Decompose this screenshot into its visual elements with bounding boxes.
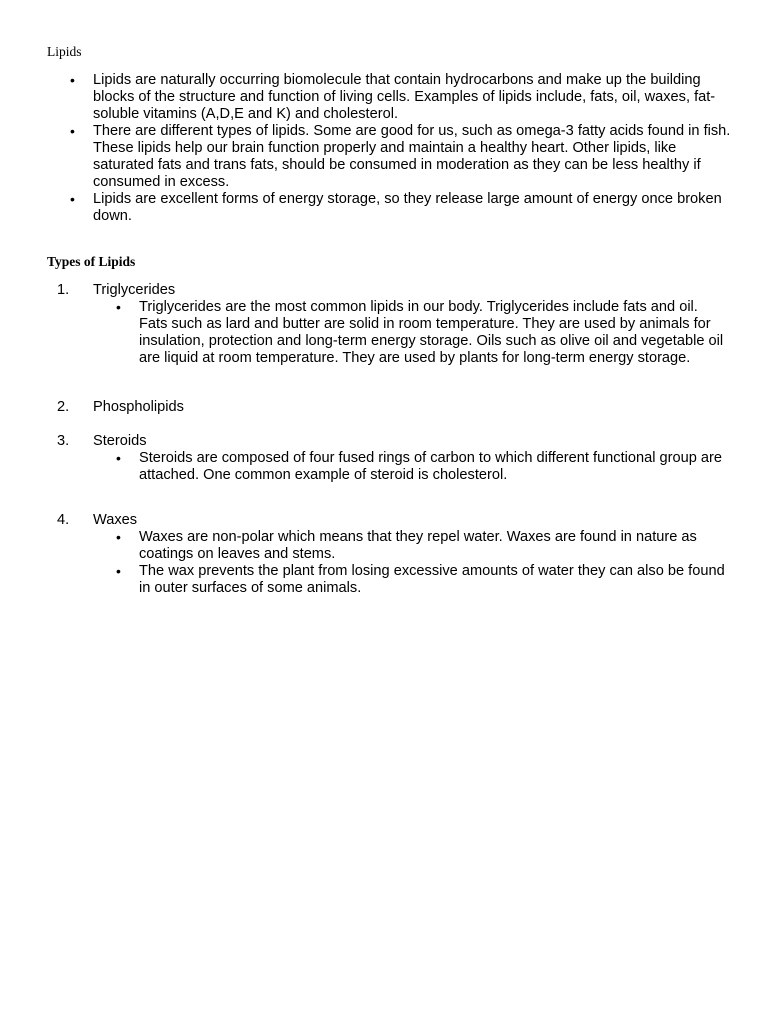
intro-bullet-list xyxy=(70,72,733,225)
intro-bullet-item xyxy=(70,72,733,123)
bullet-icon: • xyxy=(116,299,121,315)
bullet-icon: • xyxy=(116,450,121,466)
intro-bullet-text: Lipids are excellent forms of energy storage, so they release large amount of energy once broken down. xyxy=(93,191,722,224)
list-number: 2. xyxy=(57,399,70,415)
type-bullet-list xyxy=(116,299,729,367)
type-bullet-list xyxy=(116,529,729,597)
type-bullet-item xyxy=(116,299,729,367)
bullet-icon: • xyxy=(70,191,75,207)
list-number: 3. xyxy=(57,433,70,449)
bullet-icon: • xyxy=(70,123,75,139)
type-title: Triglycerides xyxy=(93,282,176,298)
intro-bullet-text: Lipids are naturally occurring biomolecule that contain hydrocarbons and make up the building blocks of the structure and function of living cells. Examples of lipids include, fats, oil, waxes, fat-soluble vitamins (A,D,E and K) and cholesterol. xyxy=(93,72,716,122)
bullet-icon: • xyxy=(70,72,75,88)
list-number: 4. xyxy=(57,512,70,528)
section-heading-lipids: Lipids xyxy=(47,44,82,59)
section-heading-types-of-lipids: Types of Lipids xyxy=(47,254,136,269)
type-title: Waxes xyxy=(93,512,138,528)
type-bullet-item xyxy=(116,563,729,597)
type-title: Phospholipids xyxy=(93,399,184,415)
type-bullet-item xyxy=(116,529,729,563)
type-title: Steroids xyxy=(93,433,147,449)
type-bullet-text: The wax prevents the plant from losing excessive amounts of water they can also be found in outer surfaces of some animals. xyxy=(139,563,725,596)
type-bullet-text: Steroids are composed of four fused rings of carbon to which different functional group are attached. One common example of steroid is cholesterol. xyxy=(139,450,723,483)
list-number: 1. xyxy=(57,282,70,298)
type-bullet-text: Waxes are non-polar which means that they repel water. Waxes are found in nature as coatings on leaves and stems. xyxy=(139,529,697,562)
type-bullet-text: Triglycerides are the most common lipids in our body. Triglycerides include fats and oil. Fats such as lard and butter are solid in room temperature. They are used by animals for insulation, protection and long-term energy storage. Oils such as olive oil and vegetable oil are liquid at room temperature. They are used by plants for long-term energy storage. xyxy=(139,299,724,366)
intro-bullet-text: There are different types of lipids. Some are good for us, such as omega-3 fatty acids found in fish. These lipids help our brain function properly and maintain a healthy heart. Other lipids, like saturated fats and trans fats, should be consumed in moderation as they can be less healthy if consumed in excess. xyxy=(93,123,731,190)
bullet-icon: • xyxy=(116,529,121,545)
type-bullet-item xyxy=(116,450,729,484)
intro-bullet-item xyxy=(70,191,733,225)
intro-bullet-item xyxy=(70,123,733,191)
type-bullet-list xyxy=(116,450,729,484)
bullet-icon: • xyxy=(116,563,121,579)
